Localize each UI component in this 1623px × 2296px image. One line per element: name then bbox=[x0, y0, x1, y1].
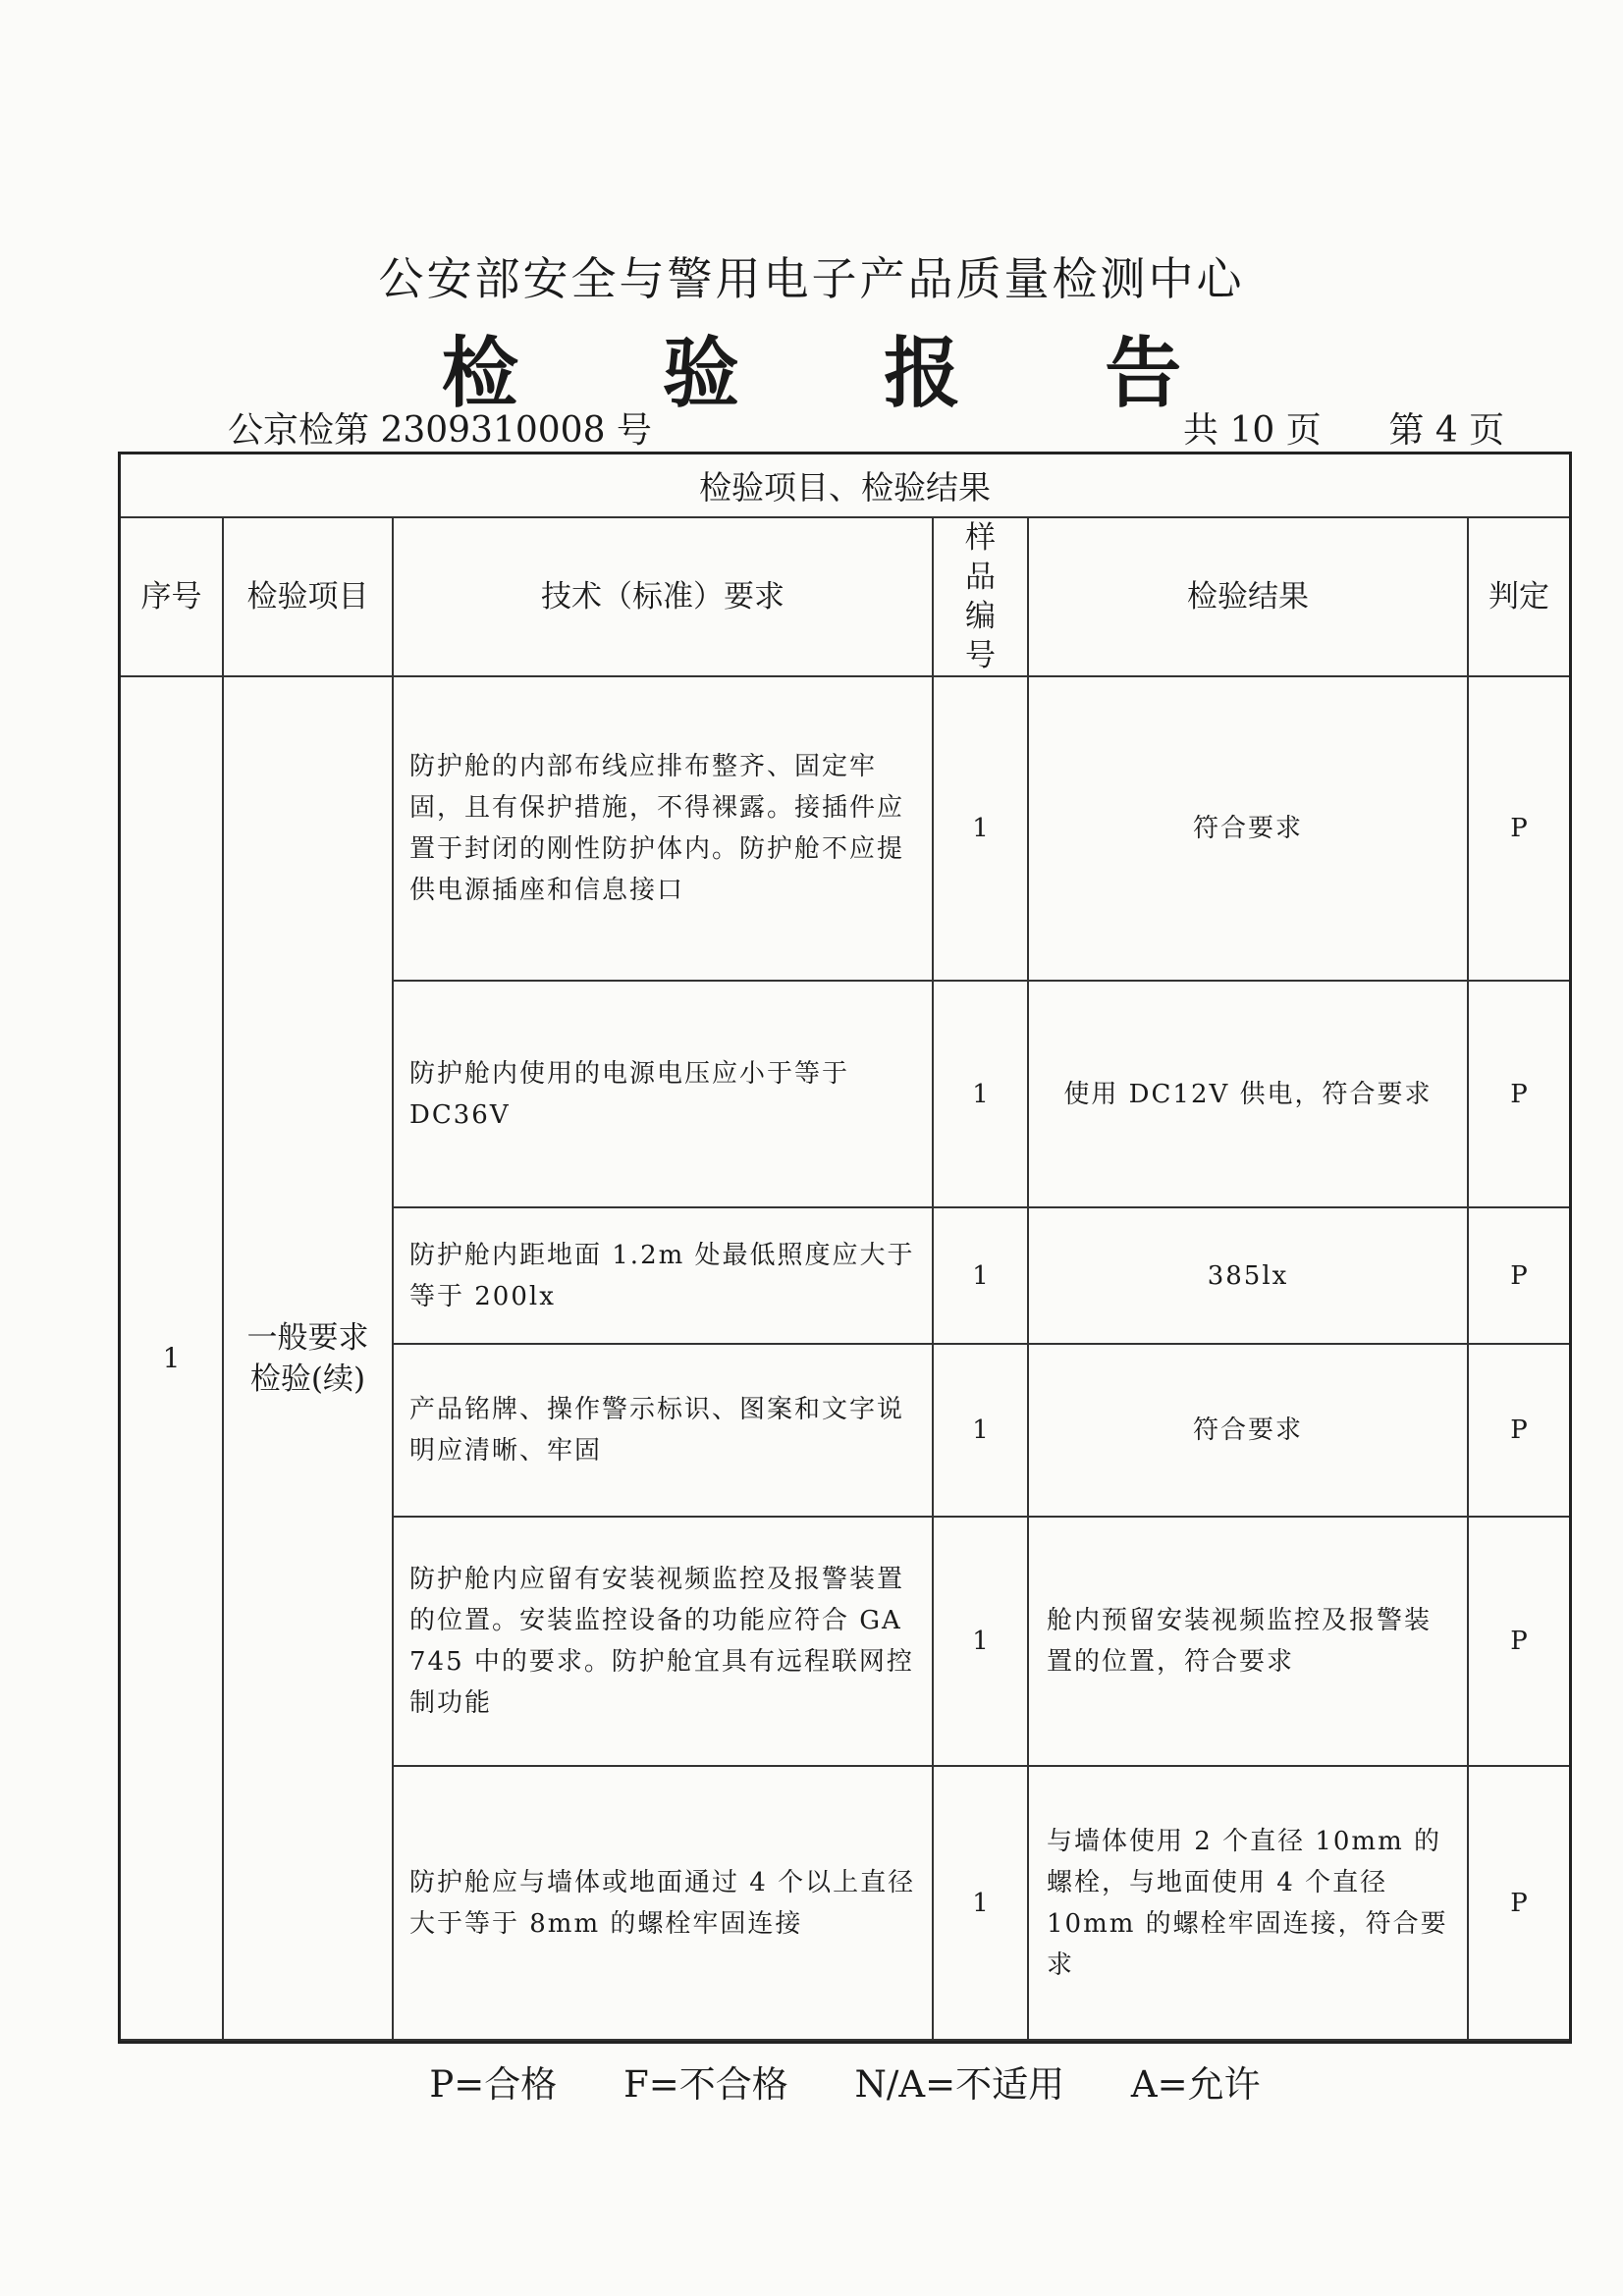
legend-pass: P=合格 bbox=[429, 2063, 558, 2106]
current-page: 第 4 页 bbox=[1388, 410, 1505, 451]
result-cell: 舱内预留安装视频监控及报警装置的位置，符合要求 bbox=[1028, 1517, 1468, 1766]
verdict-cell: P bbox=[1468, 981, 1569, 1207]
result-cell: 符合要求 bbox=[1028, 676, 1468, 981]
requirement-cell: 防护舱的内部布线应排布整齐、固定牢固，且有保护措施，不得裸露。接插件应置于封闭的刚性防护体内。防护舱不应提供电源插座和信息接口 bbox=[393, 676, 933, 981]
sample-cell: 1 bbox=[933, 1517, 1028, 1766]
table-row bbox=[121, 676, 1569, 981]
inspection-table bbox=[121, 454, 1569, 2121]
page-info bbox=[1183, 402, 1504, 453]
column-header-requirement: 技术（标准）要求 bbox=[393, 517, 933, 676]
legend-fail: F=不合格 bbox=[623, 2063, 788, 2106]
column-header-item: 检验项目 bbox=[223, 517, 393, 676]
verdict-legend bbox=[121, 2040, 1569, 2121]
sample-cell: 1 bbox=[933, 676, 1028, 981]
column-header-verdict: 判定 bbox=[1468, 517, 1569, 676]
result-cell: 使用 DC12V 供电，符合要求 bbox=[1028, 981, 1468, 1207]
verdict-cell: P bbox=[1468, 1766, 1569, 2040]
sample-cell: 1 bbox=[933, 1344, 1028, 1517]
report-title: 检 验 报 告 bbox=[441, 329, 1241, 418]
sample-cell: 1 bbox=[933, 1766, 1028, 2040]
legend-not-applicable: N/A=不适用 bbox=[854, 2063, 1065, 2106]
report-number: 公京检第 2309310008 号 bbox=[228, 410, 652, 451]
sample-cell: 1 bbox=[933, 1207, 1028, 1344]
seq-cell: 1 bbox=[121, 676, 223, 2040]
inspection-table-frame bbox=[118, 452, 1572, 2106]
item-name-cell: 一般要求检验(续) bbox=[223, 676, 393, 2040]
column-header-sample: 样品编号 bbox=[933, 517, 1028, 676]
verdict-cell: P bbox=[1468, 676, 1569, 981]
result-cell: 符合要求 bbox=[1028, 1344, 1468, 1517]
requirement-cell: 防护舱内应留有安装视频监控及报警装置的位置。安装监控设备的功能应符合 GA 745 中的要求。防护舱宜具有远程联网控制功能 bbox=[393, 1517, 933, 1766]
verdict-cell: P bbox=[1468, 1517, 1569, 1766]
total-pages: 共 10 页 bbox=[1183, 410, 1322, 451]
result-cell: 与墙体使用 2 个直径 10mm 的螺栓，与地面使用 4 个直径 10mm 的螺栓牢固连接，符合要求 bbox=[1028, 1766, 1468, 2040]
requirement-cell: 产品铭牌、操作警示标识、图案和文字说明应清晰、牢固 bbox=[393, 1344, 933, 1517]
result-cell: 385lx bbox=[1028, 1207, 1468, 1344]
column-header-result: 检验结果 bbox=[1028, 517, 1468, 676]
legend-allowed: A=允许 bbox=[1130, 2063, 1261, 2106]
sample-cell: 1 bbox=[933, 981, 1028, 1207]
requirement-cell: 防护舱应与墙体或地面通过 4 个以上直径大于等于 8mm 的螺栓牢固连接 bbox=[393, 1766, 933, 2040]
table-caption: 检验项目、检验结果 bbox=[121, 454, 1569, 517]
organization-name: 公安部安全与警用电子产品质量检测中心 bbox=[378, 252, 1245, 305]
column-header-seq: 序号 bbox=[121, 517, 223, 676]
verdict-cell: P bbox=[1468, 1207, 1569, 1344]
requirement-cell: 防护舱内使用的电源电压应小于等于DC36V bbox=[393, 981, 933, 1207]
verdict-cell: P bbox=[1468, 1344, 1569, 1517]
requirement-cell: 防护舱内距地面 1.2m 处最低照度应大于等于 200lx bbox=[393, 1207, 933, 1344]
